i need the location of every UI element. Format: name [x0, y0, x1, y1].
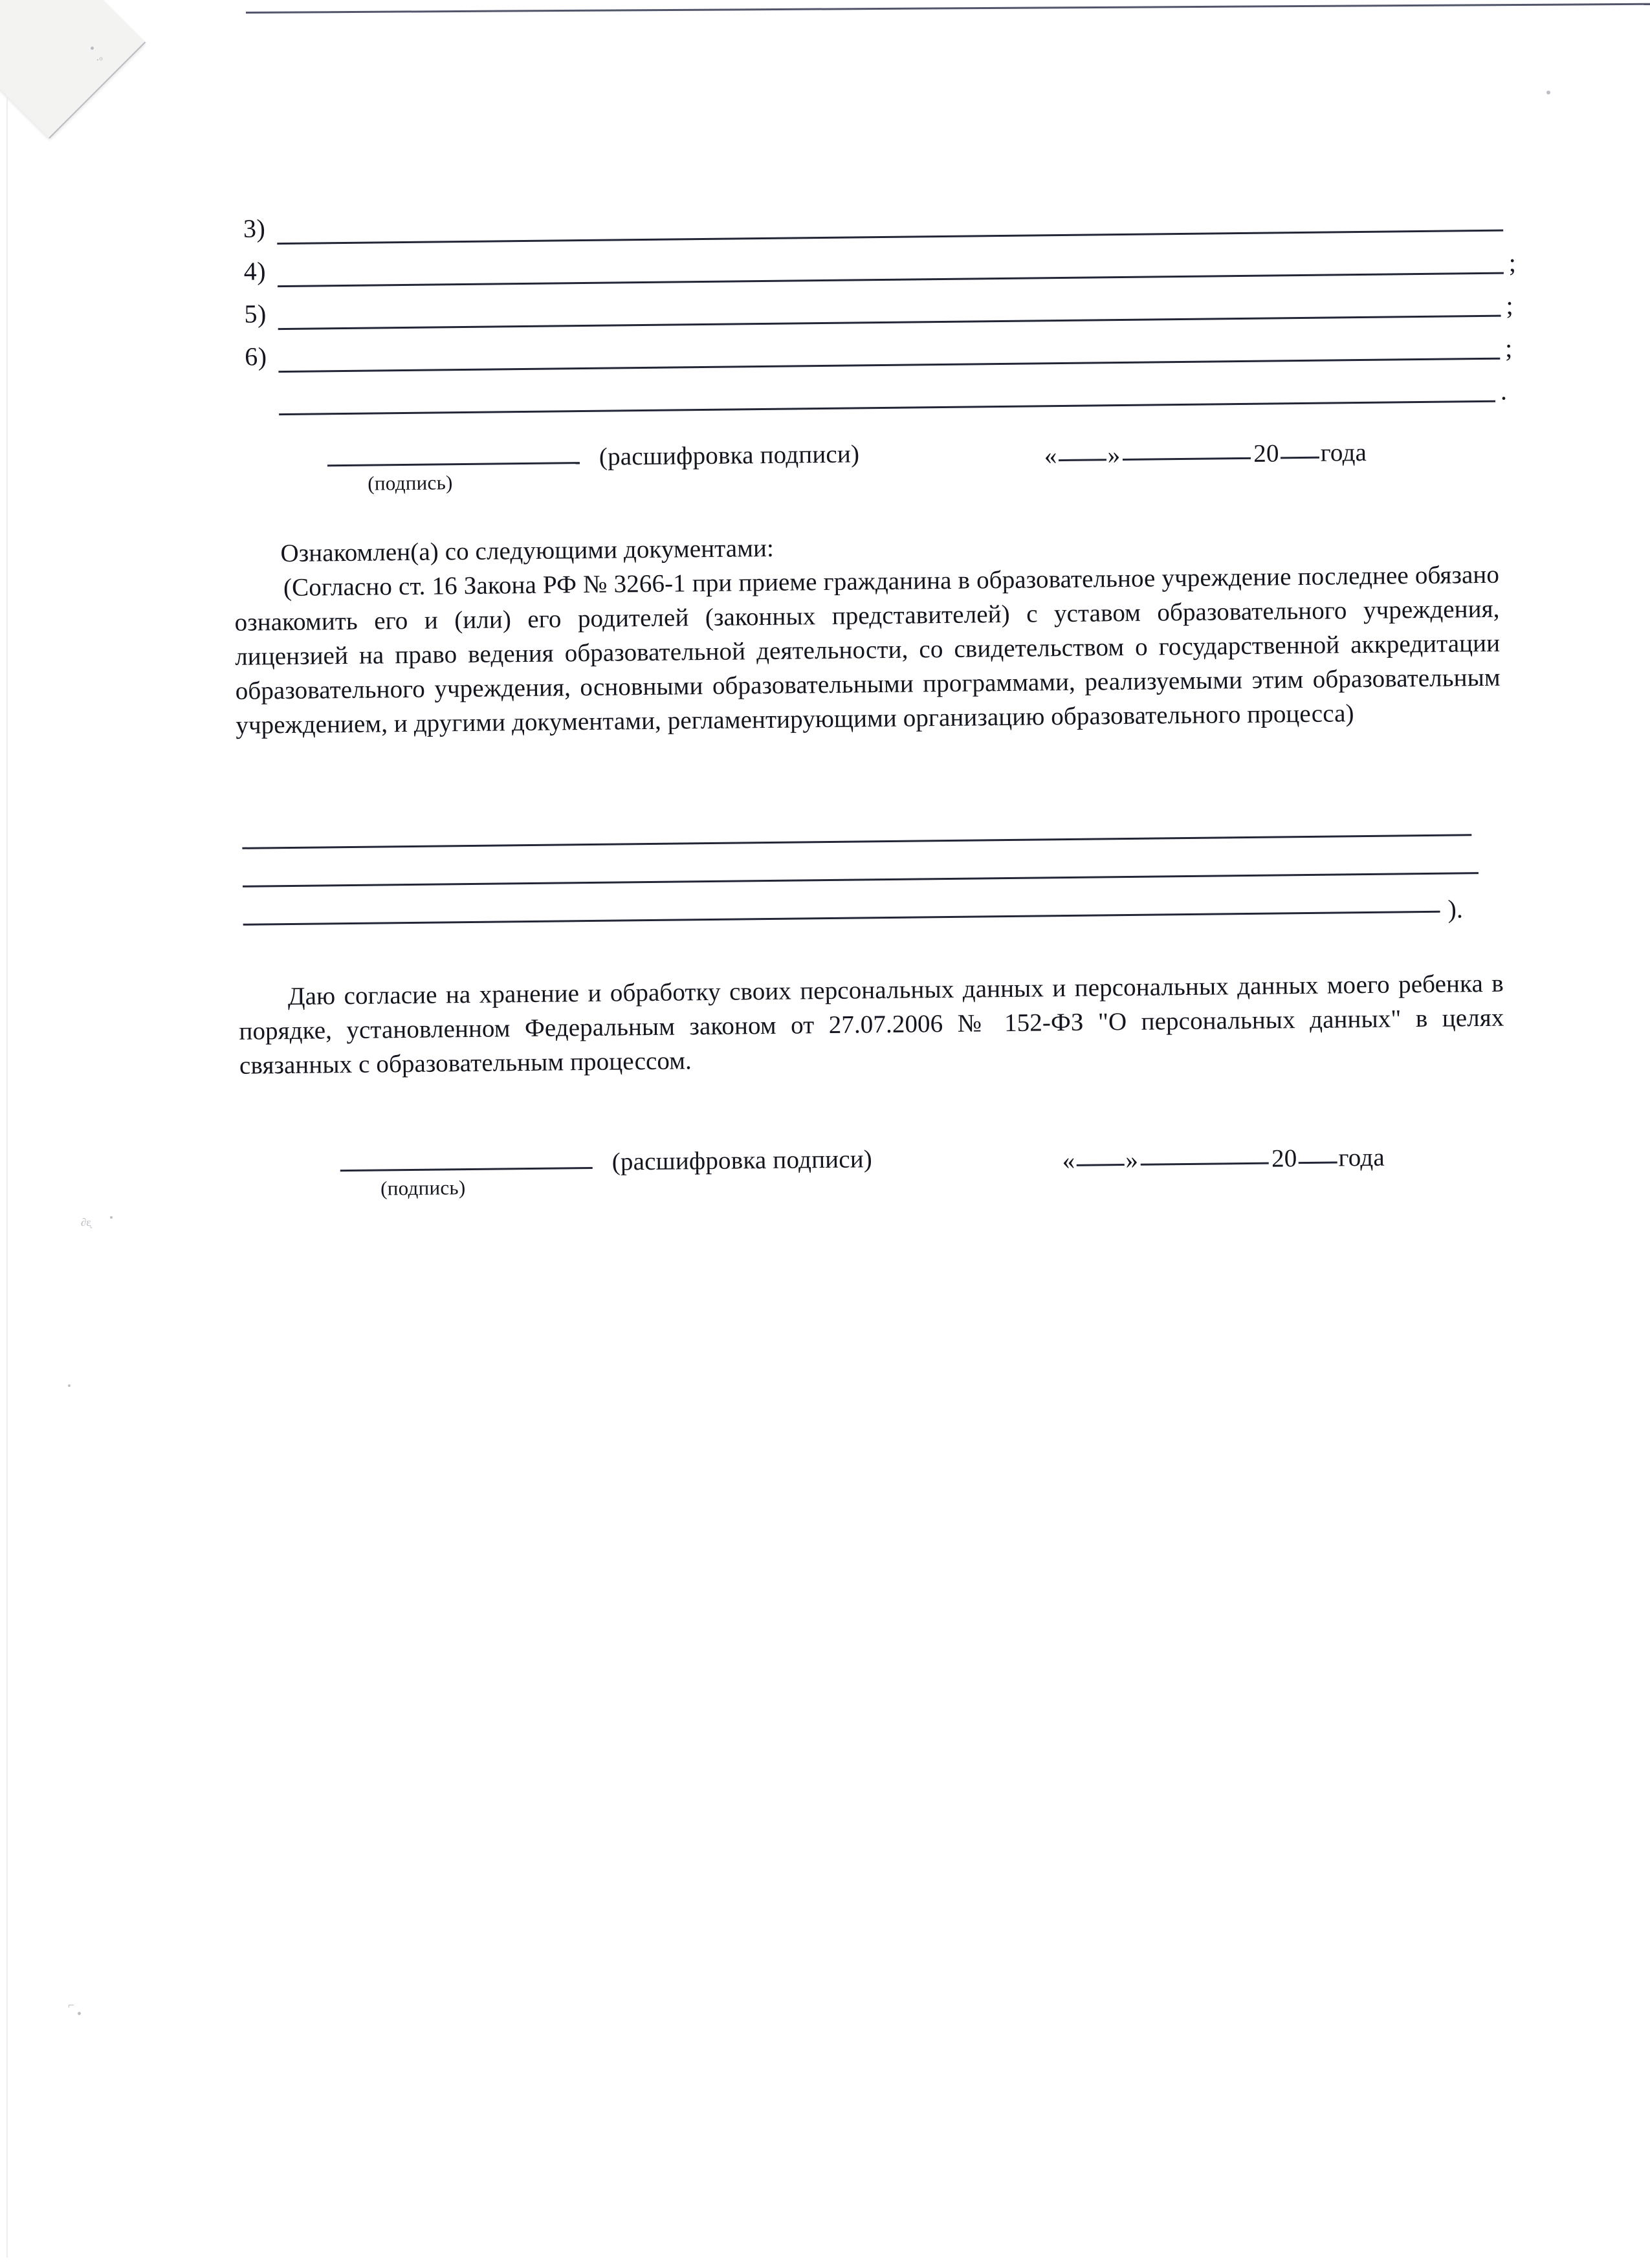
- numbered-row-label: 6): [244, 342, 267, 371]
- signature-decoding-caption: (расшифровка подписи): [599, 440, 860, 471]
- date-month-blank[interactable]: [1123, 457, 1251, 461]
- date-month-blank[interactable]: [1141, 1162, 1269, 1166]
- fill-in-rule[interactable]: [242, 834, 1471, 849]
- personal-data-consent-section: [239, 966, 1505, 1083]
- signature-caption: (подпись): [368, 471, 453, 495]
- numbered-row-rule[interactable]: [279, 400, 1495, 415]
- signature-decoding-caption: (расшифровка подписи): [611, 1145, 873, 1176]
- date-day-blank[interactable]: [1059, 459, 1106, 461]
- scan-smudge: ·ᵒ: [96, 54, 103, 66]
- numbered-blank-lines: [243, 201, 1517, 428]
- numbered-row-rule[interactable]: [278, 272, 1504, 288]
- acknowledgement-citation: (Согласно ст. 16 Закона РФ № 3266-1 при приеме гражданина в образовательное учреждение последнее обязано ознакомить его и (или) его родителей (законных представителей) с уставом образовательного учреждения, лицензией на право ведения образовательной деятельности, со свидетельством о государственной аккредитации образовательного учреждения, основными образовательными программами, реализуемыми этим образовательным учреждением, и другими документами, регламентирующими организацию образовательного процесса): [234, 560, 1501, 739]
- date-year-prefix: 20: [1253, 439, 1279, 468]
- scan-smudge: ⌐: [68, 1999, 74, 2011]
- date-open-quote: «: [1062, 1146, 1075, 1175]
- signature-caption: (подпись): [380, 1176, 466, 1200]
- acknowledgement-section: [234, 523, 1501, 743]
- numbered-row-rule[interactable]: [278, 315, 1501, 330]
- personal-data-consent-text: Даю согласие на хранение и обработку своих персональных данных и персональных данных моего ребенка в порядке, установленном Федеральным законом от 27.07.2006 № 152-ФЗ "О персональных данных" в целях связанных с образовательным процессом.: [239, 969, 1504, 1080]
- numbered-row-label: 4): [243, 256, 267, 286]
- numbered-row-label: 3): [243, 213, 266, 243]
- acknowledgement-fill-in-lines: [242, 834, 1511, 926]
- date-open-quote: «: [1044, 442, 1057, 470]
- numbered-row-rule[interactable]: [278, 358, 1500, 373]
- date-year-blank[interactable]: [1299, 1161, 1337, 1164]
- signature-line[interactable]: [327, 462, 580, 466]
- numbered-row-terminator: ;: [1506, 290, 1513, 320]
- fill-in-rule[interactable]: [243, 872, 1479, 888]
- acknowledgement-lead: Ознакомлен(а) со следующими документами:: [280, 534, 775, 568]
- date-year-suffix: года: [1338, 1143, 1385, 1172]
- date-year-suffix: года: [1320, 438, 1367, 467]
- date-year-prefix: 20: [1271, 1144, 1297, 1173]
- date-field-group-top: [1044, 438, 1367, 470]
- date-day-blank[interactable]: [1076, 1164, 1124, 1166]
- signature-block-bottom: [340, 1132, 1569, 1200]
- fill-in-rule[interactable]: [243, 911, 1440, 926]
- signature-line[interactable]: [340, 1167, 593, 1172]
- acknowledgement-fill-terminator: ).: [1447, 894, 1464, 924]
- numbered-row-terminator: .: [1500, 376, 1508, 406]
- numbered-row-label: 5): [244, 299, 267, 329]
- signature-block-top: [327, 427, 1557, 495]
- date-year-blank[interactable]: [1281, 457, 1319, 459]
- numbered-row-terminator: ;: [1508, 248, 1517, 278]
- date-close-quote: »: [1125, 1146, 1139, 1175]
- numbered-row-rule[interactable]: [277, 230, 1503, 245]
- date-close-quote: »: [1107, 441, 1121, 470]
- date-field-group-bottom: [1062, 1143, 1385, 1175]
- numbered-row-terminator: ;: [1504, 333, 1513, 363]
- scan-smudge: ∂ᶓ: [81, 1216, 91, 1228]
